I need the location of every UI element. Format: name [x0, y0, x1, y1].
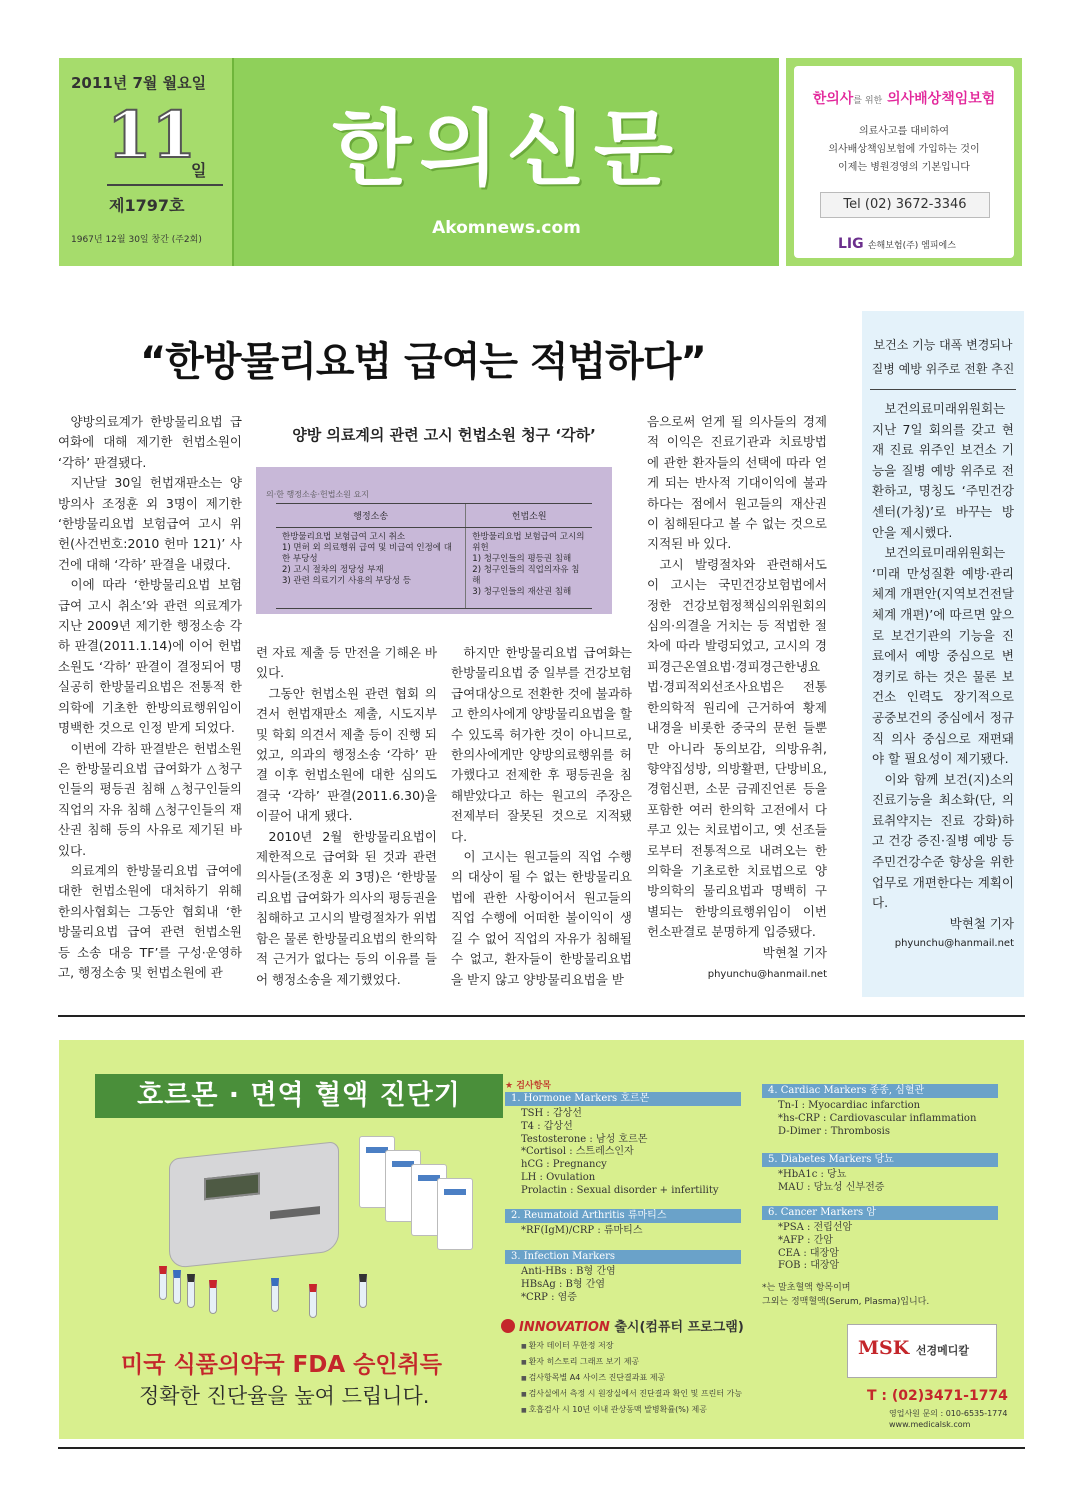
insurance-ad-tel: Tel (02) 3672-3346: [820, 192, 990, 218]
feature-item: ■ 호흡검사 시 10년 이내 관상동맥 발병확률(%) 제공: [521, 1402, 742, 1418]
fda-subtext: 정확한 진단율을 높여 드립니다.: [139, 1384, 430, 1408]
insurance-ad-brand-sub: 손해보험(주) 엠피에스: [867, 241, 956, 251]
marker-item: *RF(IgM)/CRP : 류마티스: [521, 1225, 643, 1236]
table-cell-line: 2) 청구인들의 직업의자유 침해: [472, 565, 580, 586]
summary-table: [276, 503, 592, 609]
insurance-ad-headline-small: 를 위한: [853, 96, 883, 106]
marker-section-title: 4. Cardiac Markers 종종, 심혈관: [762, 1084, 998, 1098]
article-paragraph: 이에 따라 ‘한방물리요법 보험급여 고시 취소’와 관련 의료계가 지난 2009년 제기한 행정소송 각하 판결(2011.1.14)에 이어 헌법소원도 ‘각하’ 판결이 결정되어 명실공히 한방물리요법은 전통적 한의학에 기초한 한방의료행위임이 명백한 것으로 인정 받게 되었다.: [58, 577, 242, 736]
marker-item: Prolactin : Sexual disorder + infertility: [521, 1184, 719, 1196]
marker-item: Anti-HBs : B형 간염: [521, 1266, 616, 1277]
marker-section-title: 2. Reumatoid Arthritis 류마티스: [505, 1209, 741, 1223]
article-byline: [647, 943, 827, 986]
marker-section: [505, 1250, 741, 1304]
article-paragraph: 련 자료 제출 등 만전을 기해온 바 있다.: [256, 645, 437, 681]
insurance-ad-line: 의사배상책임보험에 가입하는 것이: [828, 144, 980, 155]
marker-item: Testosterone : 남성 호르몬: [521, 1133, 648, 1145]
insurance-ad-line: 이제는 병원경영의 기본입니다: [838, 162, 970, 173]
marker-section: [762, 1153, 998, 1195]
article-paragraph: 음으로써 얻게 될 의사들의 경제적 이익은 진료기관과 치료방법에 관한 환자들의 선택에 따라 얻게 되는 반사적 기대이익에 불과하다는 점에서 원고들의 재산권이 침해된다고 볼 수 없는 것으로 지적된 바 있다.: [647, 414, 827, 552]
sample-tube: [359, 1274, 367, 1308]
feature-item: ■ 검사실에서 측정 시 원장실에서 진단결과 확인 및 프린터 가능: [521, 1386, 742, 1402]
article-column-4: [647, 412, 827, 985]
sample-tube: [159, 1266, 167, 1300]
marker-item: *Cortisol : 스트레스인자: [521, 1146, 634, 1158]
table-header: 헌법소원: [466, 504, 592, 528]
table-cell-line: 한방물리요법 보험급여 고시의 위헌: [472, 532, 585, 553]
insurance-ad-headline-pre: 한의사: [812, 91, 854, 107]
article-email: phyunchu@hanmail.net: [707, 968, 827, 980]
side-article-divider: [870, 389, 1016, 390]
side-article: [862, 311, 1024, 997]
masthead-divider: [107, 184, 223, 186]
newspaper-logo: [234, 58, 779, 266]
table-cell-line: 3) 관련 의료기기 사용의 부당성 등: [282, 576, 411, 586]
section-divider: [58, 1015, 1025, 1017]
table-cell-line: 2) 고시 절차의 정당성 부재: [282, 565, 384, 575]
article-paragraph: 이번에 각하 판결받은 헌법소원은 한방물리요법 급여화가 △청구인들의 평등권 침해 △청구인들의 직업의 자유 침해 △청구인들의 재산권 침해 등의 사유로 제기된 바 있다.: [58, 740, 242, 858]
company-sub: 선경메디칼: [915, 1344, 970, 1357]
innovation-icon: [501, 1319, 515, 1333]
marker-item: LH : Ovulation: [521, 1171, 596, 1183]
marker-section: [505, 1092, 741, 1198]
diagnostic-device-ad: [59, 1040, 1024, 1439]
marker-note: 그외는 정맥혈액(Serum, Plasma)입니다.: [762, 1297, 930, 1307]
article-paragraph: 하지만 한방물리요법 급여화는 한방물리요법 중 일부를 건강보험 급여대상으로 전환한 것에 불과하고 한의사에게 양방물리요법을 할 수 있도록 허가한 것이 아니므로, 한의사에게만 양방의료행위를 허가했다고 전제한 후 평등권을 침해받았다고 하는 원고의 주장은 전제부터 잘못된 것으로 지적됐다.: [451, 645, 632, 844]
innovation-rest: 출시(컴퓨터 프로그램): [614, 1320, 744, 1335]
insurance-ad-brand: [838, 236, 956, 252]
marker-item: *hs-CRP : Cardiovascular inflammation: [778, 1112, 977, 1124]
masthead: [59, 58, 779, 266]
side-article-author: 박현철 기자: [949, 915, 1014, 931]
issue-day-suffix: 일: [191, 161, 207, 180]
article-subhead: 양방 의료계의 관련 고시 헌법소원 청구 ‘각하’: [292, 426, 596, 444]
insurance-ad-panel: [794, 66, 1014, 258]
marker-item: CEA : 대장암: [778, 1247, 839, 1259]
marker-item: *PSA : 전립선암: [778, 1222, 853, 1233]
issue-day: 11: [107, 98, 197, 173]
marker-section-title: 5. Diabetes Markers 당뇨: [762, 1153, 998, 1167]
marker-item: Tn-I : Myocardiac infarction: [778, 1100, 921, 1111]
side-article-body: [872, 399, 1014, 955]
article-paragraph: 그동안 헌법소원 관련 협회 의견서 헌법재판소 제출, 시도지부 및 학회 의견서 제출 등이 진행 되었고, 의과의 행정소송 ‘각하’ 판결 이후 헌법소원에 대한 심의도 결국 ‘각하’ 판결(2011.6.30)을 이끌어 내게 됐다.: [256, 685, 437, 824]
marker-section-title: 6. Cancer Markers 암: [762, 1206, 998, 1220]
table-cell-line: 3) 청구인들의 재산권 침해: [472, 587, 572, 597]
article-paragraph: 지난달 30일 헌법재판소는 양방의사 조정훈 외 3명이 제기한 ‘한방물리요법 보험급여 고시 위헌(사건번호:2010 헌마 121)’ 사건에 대해 ‘각하’ 판결을 내렸다.: [58, 475, 242, 572]
company-contact: 영업사원 문의 : 010-6535-1774: [889, 1409, 1008, 1418]
msk-logo: [858, 1337, 969, 1359]
lig-logo: LIG: [838, 236, 864, 252]
feature-item: ■ 검사항목별 A4 사이즈 진단결과표 제공: [521, 1370, 742, 1386]
side-paragraph: 보건의료미래위원회는 ‘미래 만성질환 예방·관리체계 개편안(지역보건전달체계 개편)’에 따르면 앞으로 보건기관의 기능을 진료에서 예방 중심으로 변경키로 하는 것은 물론 보건소 인력도 장기적으로 공중보건의 중심에서 정규직 의사 중심으로 재편돼야 할 필요성이 제기됐다.: [872, 545, 1014, 767]
feature-item: ■ 환자 히스토리 그래프 보기 제공: [521, 1354, 742, 1370]
marker-note: *는 말초혈액 항목이며: [762, 1283, 851, 1293]
newspaper-url: Akomnews.com: [432, 218, 581, 238]
device-screen: [204, 1172, 260, 1200]
article-headline: “한방물리요법 급여는 적법하다”: [140, 339, 706, 385]
insurance-ad: [786, 58, 1022, 266]
article-paragraph: 의료계의 한방물리요법 급여에 대한 헌법소원에 대처하기 위해 한의사협회는 그동안 협회내 ‘한방물리요법 급여 관련 헌법소원 등 소송 대응 TF’를 구성·운영하고, 행정소송 및 헌법소원에 관: [58, 862, 242, 980]
article-column-2: [256, 643, 437, 990]
marker-section: [505, 1209, 741, 1238]
side-article-headline: [862, 333, 1024, 381]
device-slot: [270, 1206, 320, 1219]
marker-item: *HbA1c : 당뇨: [778, 1169, 847, 1180]
article-paragraph: 이 고시는 원고들의 직업 수행의 대상이 될 수 없는 한방물리요법에 관한 사항이어서 원고들의 직업 수행에 어떠한 불이익이 생길 수 없어 직업의 자유가 침해될 수 없고, 환자들이 한방물리요법을 받지 않고 양방물리요법을 받: [451, 849, 632, 987]
company-website[interactable]: www.medicalsk.com: [889, 1420, 971, 1429]
company-logo-box: [847, 1324, 997, 1378]
marker-section-title: 3. Infection Markers: [505, 1250, 741, 1264]
insurance-ad-headline: [794, 88, 1014, 108]
marker-item: D-Dimer : Thrombosis: [778, 1125, 890, 1137]
sample-tube: [173, 1270, 181, 1304]
insurance-ad-headline-post: 의사배상책임보험: [887, 91, 996, 107]
marker-item: *AFP : 간암: [778, 1234, 833, 1246]
marker-item: T4 : 갑상선: [521, 1120, 573, 1132]
table-header: 행정소송: [276, 504, 466, 528]
marker-section: [762, 1206, 998, 1273]
test-items-label: ★ 검사항목: [505, 1081, 551, 1091]
newspaper-title: 한의신문: [332, 101, 681, 197]
masthead-date-panel: [59, 58, 234, 266]
summary-table-box: [256, 467, 612, 614]
marker-section: [762, 1084, 998, 1138]
ad-title: 호르몬 · 면역 혈액 진단기: [95, 1074, 503, 1118]
table-cell-left: [276, 528, 466, 609]
fda-approval-text: 미국 식품의약국 FDA 승인취득: [121, 1352, 443, 1378]
feature-list: [521, 1338, 742, 1418]
company-name: MSK: [858, 1337, 910, 1359]
company-tel: T : (02)3471-1774: [867, 1388, 1008, 1404]
side-article-headline-2: 질병 예방 위주로 전환 추진: [871, 362, 1015, 376]
innovation-word: INNOVATION: [519, 1320, 610, 1335]
article-paragraph: 양방의료계가 한방물리요법 급여화에 대해 제기한 헌법소원이 ‘각하’ 판결됐다.: [58, 414, 242, 470]
marker-item: *CRP : 염증: [521, 1291, 577, 1303]
innovation-release: [501, 1316, 744, 1335]
article-column-3: [451, 643, 632, 990]
table-cell-right: [466, 528, 592, 609]
issue-number: 제1797호: [109, 196, 185, 215]
sample-tube: [187, 1274, 195, 1308]
table-cell-line: 1) 면허 외 의료행위 급여 및 비급여 인정에 대한 부당성: [282, 543, 452, 564]
insurance-ad-line: 의료사고를 대비하여: [858, 126, 950, 137]
side-paragraph: 이와 함께 보건(지)소의 진료기능을 최소화(단, 의료취약지는 진료 강화)하고 건강 증진·질병 예방 등 주민건강수준 향상을 위한 업무로 개편한다는 계획이다.: [872, 771, 1014, 911]
analyzer-device-image: [169, 1141, 339, 1269]
sample-tube: [271, 1278, 279, 1312]
sample-tube: [309, 1284, 317, 1318]
test-cartridge: [437, 1178, 473, 1250]
established-date: 1967년 12월 30일 창간 (주2회): [71, 235, 202, 245]
article-author: 박현철 기자: [762, 944, 827, 960]
marker-item: MAU : 당뇨성 신부전증: [778, 1181, 885, 1193]
article-paragraph: 2010년 2월 한방물리요법이 제한적으로 급여화 된 것과 관련 의사들(조정훈 외 3명)은 ‘한방물리요법 급여화가 의사의 평등권을 침해하고 고시의 발령절차가 위법함은 물론 한방물리요법의 한의학적 근거가 없다는 등의 이유를 들어 행정소송을 제기했었다.: [256, 828, 437, 987]
side-article-email: phyunchu@hanmail.net: [894, 938, 1014, 950]
table-cell-line: 한방물리요법 보험급여 고시 취소: [282, 532, 406, 542]
article-column-1: [58, 412, 242, 983]
marker-item: FOB : 대장암: [778, 1260, 840, 1272]
table-cell-line: 1) 청구인들의 평등권 침해: [472, 554, 572, 564]
issue-date: 2011년 7월 월요일: [71, 74, 207, 92]
feature-item: ■ 환자 데이터 무한정 저장: [521, 1338, 742, 1354]
marker-section-title: 1. Hormone Markers 호르몬: [505, 1092, 741, 1106]
side-article-headline-1: 보건소 기능 대폭 변경되나: [873, 338, 1013, 352]
marker-item: hCG : Pregnancy: [521, 1159, 607, 1171]
summary-table-caption: 의·한 행정소송·헌법소원 요지: [266, 490, 369, 499]
sample-tube: [209, 1280, 217, 1314]
bottom-divider: [58, 1447, 1025, 1449]
article-paragraph: 고시 발령절차와 관련해서도 이 고시는 국민건강보험법에서 정한 건강보험정책심의위원회의 심의·의결을 거치는 등 적법한 절차에 따라 발령되었고, 고시의 경피경근온열요법·경피경근한냉요법·경피적외선조사요법은 전통 한의학적 원리에 근거하여 황제내경을 비롯한 중국의 문헌 들뿐만 아니라 동의보감, 의방유취, 향약집성방, 의방활편, 단방비요, 경험신편, 소문 금궤진언론 등을 포함한 여러 한의학 고전에서 다루고 있는 치료법이고, 옛 선조들로부터 전통적으로 내려오는 한의학을 기초로한 치료법으로 양방의학의 물리요법과 명백히 구별되는 한방의료행위임이 이번 헌소판결로 분명하게 입증됐다.: [647, 556, 827, 940]
side-paragraph: 보건의료미래위원회는 지난 7일 회의를 갖고 현재 진료 위주인 보건소 기능을 질병 예방 위주로 전환하고, 명칭도 ‘주민건강센터(가칭)’로 바꾸는 방안을 제시했다.: [872, 401, 1014, 540]
marker-item: HBsAg : B형 간염: [521, 1278, 606, 1290]
marker-item: TSH : 갑상선: [521, 1108, 582, 1119]
